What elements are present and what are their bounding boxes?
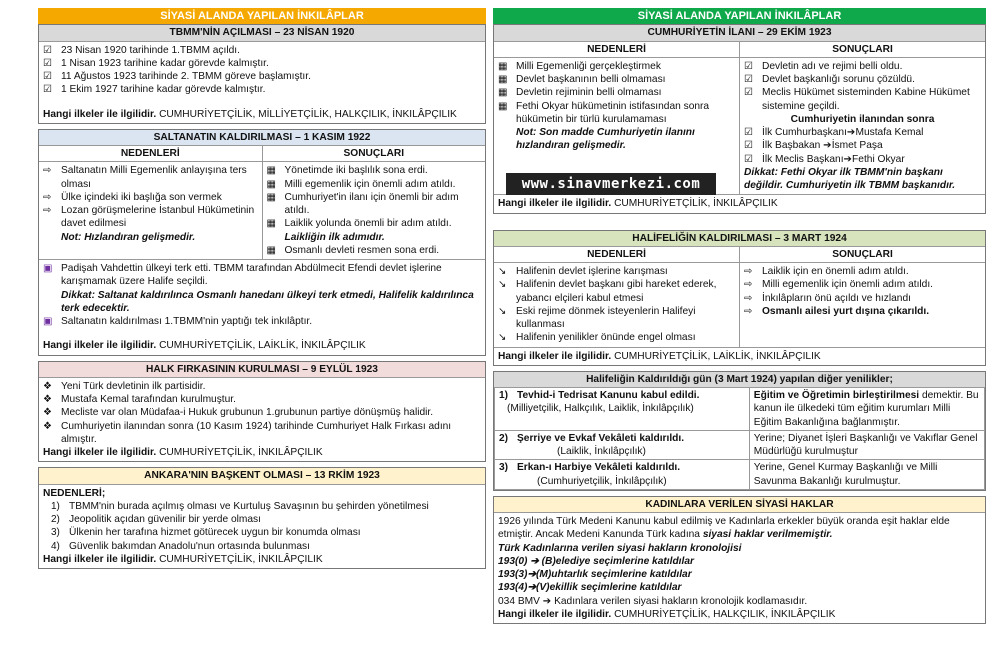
tbmm-section: [38, 24, 486, 124]
halifelik-title: HALİFELİĞİN KALDIRILMASI – 3 MART 1924: [494, 231, 985, 247]
grid-icon: ▦: [266, 191, 276, 203]
list-item: ☑ Devletin adı ve rejimi belli oldu.: [744, 60, 903, 72]
halk-section: [38, 361, 486, 463]
list-item: ↘ Halifenin devlet başkanı gibi hareket ederek, yabancı elçileri kabul etmesi: [498, 279, 717, 304]
list-item: ⇨ Saltanatın Milli Egemenlik anlayışına ters olması: [43, 165, 247, 190]
grid-icon: ▦: [266, 178, 276, 190]
chronology-title: Türk Kadınlarına verilen siyasi hakların kronolojisi: [498, 542, 742, 554]
arrow-icon: ⇨: [43, 191, 52, 203]
diamond-bullet-icon: ❖: [43, 420, 52, 432]
diamond-bullet-icon: ❖: [43, 394, 52, 406]
other-reforms-table: [494, 387, 985, 490]
list-item: ☑ 1 Nisan 1923 tarihine kadar görevde kalmıştır.: [43, 57, 269, 69]
square-bullet-icon: ▣: [43, 263, 53, 275]
checkbox-icon: ☑: [744, 127, 753, 139]
arrow-icon: ⇨: [744, 266, 753, 278]
list-item: 1) TBMM'nin burada açılmış olması ve Kurtuluş Savaşının bu şehirden yönetilmesi: [51, 500, 429, 512]
arrow-icon: ⇨: [43, 205, 52, 217]
list-item: ☑ 23 Nisan 1920 tarihinde 1.TBMM açıldı.: [43, 44, 240, 56]
left-banner: SİYASİ ALANDA YAPILAN İNKILÂPLAR: [38, 8, 486, 24]
checkbox-icon: ☑: [43, 57, 52, 69]
checkbox-icon: ☑: [744, 60, 753, 72]
checkbox-icon: ☑: [43, 71, 52, 83]
causes-header: NEDENLERİ: [494, 247, 739, 263]
saltanat-title: SALTANATIN KALDIRILMASI – 1 KASIM 1922: [39, 130, 485, 146]
list-item: ☑ Devlet başkanlığı sorunu çözüldü.: [744, 74, 915, 86]
checkbox-icon: ☑: [744, 74, 753, 86]
list-item: ❖ Mustafa Kemal tarafından kurulmuştur.: [43, 394, 236, 406]
list-item: ▣ Padişah Vahdettin ülkeyi terk etti. TBMM tarafından Abdülmecit Efendi devlet işlerine karışmamak üzere Halife seçildi. Dikkat: Saltanat kaldırılınca Osmanlı hanedanı ülkeyi terk etmedi, Halifelik kaldırılınca terk edecektir.: [43, 263, 474, 314]
list-item: ⇨ Milli egemenlik için önemli adım atıldı.: [744, 279, 933, 291]
chronology-item: 193(3)➔(M)uhtarlık seçimlerine katıldılar: [498, 569, 692, 581]
list-item: ▦ Yönetimde iki başlılık sona erdi.: [266, 165, 428, 177]
grid-icon: ▦: [498, 87, 508, 99]
arrow-icon: ⇨: [744, 305, 753, 317]
causes-note: Not: Hızlandıran gelişmedir.: [61, 231, 196, 243]
arrow-down-right-icon: ↘: [498, 332, 507, 344]
list-item: ❖ Mecliste var olan Müdafaa-i Hukuk grubunun 1.grubunun partiye dönüşmüş halidir.: [43, 407, 434, 419]
list-item: ▦ Laiklik yolunda önemli bir adım atıldı. Laikliğin ilk adımıdır.: [266, 218, 452, 243]
list-item: ▦ Milli Egemenliği gerçekleştirmek: [498, 60, 661, 72]
list-item: ▦ Devlet başkanının belli olmaması: [498, 74, 666, 86]
grid-icon: ▦: [266, 218, 276, 230]
list-item: ▦ Fethi Okyar hükümetinin istifasından sonra hükümetin bir türlü kurulamaması Not: Son madde Cumhuriyetin ilanını hızlandıran gelişmedir.: [498, 100, 710, 152]
related-principles: Hangi ilkeler ile ilgilidir. CUMHURİYETÇİLİK, HALKÇILIK, İNKILÂPÇILIK: [498, 608, 836, 620]
other-reforms-title: Halifeliğin Kaldırıldığı gün (3 Mart 1924) yapılan diğer yenilikler;: [494, 372, 985, 387]
dikkat-note: Dikkat: Saltanat kaldırılınca Osmanlı hanedanı ülkeyi terk etmedi, Halifelik kaldırılınca terk edecektir.: [61, 289, 474, 314]
list-item: ▦ Cumhuriyet'in ilanı için önemli bir adım atıldı.: [266, 191, 459, 217]
related-principles: Hangi ilkeler ile ilgilidir. CUMHURİYETÇİLİK, İNKILÂPÇILIK: [43, 447, 323, 459]
right-banner: SİYASİ ALANDA YAPILAN İNKILÂPLAR: [493, 8, 986, 24]
diamond-bullet-icon: ❖: [43, 380, 52, 392]
tbmm-title: TBMM'NİN AÇILMASI – 23 NİSAN 1920: [39, 25, 485, 41]
results-header: SONUÇLARI: [740, 42, 985, 58]
diamond-bullet-icon: ❖: [43, 407, 52, 419]
results-header: SONUÇLARI: [263, 146, 486, 162]
checkbox-icon: ☑: [744, 87, 753, 99]
checkbox-icon: ☑: [43, 44, 52, 56]
chronology-item: 193(0) ➔ (B)elediye seçimlerine katıldılar: [498, 555, 694, 567]
related-principles: Hangi ilkeler ile ilgilidir. CUMHURİYETÇİLİK, İNKILÂPÇILIK: [43, 553, 323, 565]
ankara-title: ANKARA'NIN BAŞKENT OLMASI – 13 RKİM 1923: [39, 468, 485, 484]
results-header: SONUÇLARI: [740, 247, 985, 263]
related-principles: Hangi ilkeler ile ilgilidir. CUMHURİYETÇİLİK, İNKILÂPÇILIK: [498, 198, 778, 210]
saltanat-section: [38, 129, 486, 356]
grid-icon: ▦: [498, 100, 508, 112]
halifelik-section: [493, 230, 986, 366]
list-item: ☑ İlk Başbakan ➔İsmet Paşa: [744, 140, 883, 152]
results-note: Laikliğin ilk adımıdır.: [284, 231, 385, 243]
table-row: 1) Tevhid-i Tedrisat Kanunu kabul edildi. (Milliyetçilik, Halkçılık, Laiklik, İnkılâpçılık) Eğitim ve Öğretimin birleştirilmesi demektir. Bu kanun ile ülkedeki tüm eğitim kurumları Milli Eğitim Bakanlığına bağlanmıştır.: [495, 388, 985, 431]
list-item: 3) Ülkenin her tarafına hizmet götürecek uygun bir konumda olması: [51, 527, 361, 539]
arrow-icon: ⇨: [744, 292, 753, 304]
arrow-down-right-icon: ↘: [498, 305, 507, 317]
checkbox-icon: ☑: [744, 140, 753, 152]
other-reforms-section: [493, 371, 986, 491]
grid-icon: ▦: [498, 74, 508, 86]
list-item: ⇨ İnkılâpların önü açıldı ve hızlandı: [744, 292, 911, 304]
watermark: www.sinavmerkezi.com: [506, 173, 716, 195]
checkbox-icon: ☑: [43, 84, 52, 96]
list-item: ▦ Milli egemenlik için önemli adım atıldı.: [266, 178, 456, 190]
arrow-icon: ⇨: [43, 165, 52, 177]
list-item: ▣ Saltanatın kaldırılması 1.TBMM'nin yaptığı tek inkılâptır.: [43, 316, 313, 328]
list-item: ⇨ Osmanlı ailesi yurt dışına çıkarıldı.: [744, 305, 930, 317]
table-row: 2) Şerriye ve Evkaf Vekâleti kaldırıldı. (Laiklik, İnkılâpçılık) Yerine; Diyanet İşleri Başkanlığı ve Vakıflar Genel Müdürlüğü kurulmuştur: [495, 430, 985, 460]
mnemonic-code: 034 BMV ➔ Kadınlara verilen siyasi hakların kronolojik kodlamasıdır.: [498, 595, 808, 607]
list-item: ▦ Osmanlı devleti resmen sona erdi.: [266, 244, 440, 256]
halk-title: HALK FIRKASININ KURULMASI – 9 EYLÜL 1923: [39, 362, 485, 378]
grid-icon: ▦: [498, 60, 508, 72]
list-item: ↘ Eski rejime dönmek isteyenlerin Halifeyi kullanması: [498, 305, 696, 331]
list-item: ⇨ Ülke içindeki iki başlığa son vermek: [43, 191, 222, 203]
list-item: ⇨ Laiklik için en önemli adım atıldı.: [744, 266, 909, 278]
list-item: ❖ Yeni Türk devletinin ilk partisidir.: [43, 380, 206, 392]
kadin-title: KADINLARA VERİLEN SİYASİ HAKLAR: [494, 497, 985, 513]
arrow-down-right-icon: ↘: [498, 266, 507, 278]
related-principles: Hangi ilkeler ile ilgilidir. CUMHURİYETÇİLİK, MİLLİYETÇİLİK, HALKÇILIK, İNKILÂPÇILIK: [43, 108, 457, 120]
dikkat-note: Dikkat: Fethi Okyar ilk TBMM'nin başkanı değildir. Cumhuriyetin ilk TBMM başkanıdır.: [744, 166, 956, 192]
list-item: ☑ 1 Ekim 1927 tarihine kadar görevde kalmıştır.: [43, 84, 266, 96]
related-principles: Hangi ilkeler ile ilgilidir. CUMHURİYETÇİLİK, LAİKLİK, İNKILÂPÇILIK: [43, 340, 366, 352]
causes-header: NEDENLERİ;: [43, 487, 106, 499]
related-principles: Hangi ilkeler ile ilgilidir. CUMHURİYETÇİLİK, LAİKLİK, İNKILÂPÇILIK: [498, 350, 821, 362]
list-item: ☑ İlk Cumhurbaşkanı➔Mustafa Kemal: [744, 127, 924, 139]
list-item: ❖ Cumhuriyetin ilanından sonra (10 Kasım 1924) tarihinde Cumhuriyet Halk Fırkası adını almıştır.: [43, 420, 452, 445]
arrow-icon: ⇨: [744, 279, 753, 291]
arrow-down-right-icon: ↘: [498, 279, 507, 291]
grid-icon: ▦: [266, 244, 276, 256]
list-item: ↘ Halifenin devlet işlerine karışması: [498, 266, 668, 278]
causes-header: NEDENLERİ: [494, 42, 739, 58]
list-item: ☑ 11 Ağustos 1923 tarihinde 2. TBMM göreve başlamıştır.: [43, 71, 311, 83]
causes-note: Not: Son madde Cumhuriyetin ilanını hızlandıran gelişmedir.: [516, 127, 695, 152]
grid-icon: ▦: [266, 165, 276, 177]
list-item: 4) Güvenlik bakımdan Anadolu'nun ortasında bulunması: [51, 540, 310, 552]
kadin-intro: 1926 yılında Türk Medeni Kanunu kabul edilmiş ve Kadınlarla erkekler büyük oranda eşit haklar elde etmiştir. Ancak Medeni Kanunda Türk kadına siyasi haklar verilmemiştir.: [498, 516, 950, 541]
table-row: 3) Erkan-ı Harbiye Vekâleti kaldırıldı. (Cumhuriyetçilik, İnkılâpçılık) Yerine, Genel Kurmay Başkanlığı ve Milli Savunma Bakanlığı kurulmuştur.: [495, 460, 985, 490]
list-item: ↘ Halifenin yenilikler önünde engel olması: [498, 332, 696, 344]
list-item: ⇨ Lozan görüşmelerine İstanbul Hükümetinin davet edilmesi Not: Hızlandıran gelişmedir.: [43, 205, 255, 243]
list-item: ▦ Devletin rejiminin belli olmaması: [498, 87, 662, 99]
kadin-section: [493, 496, 986, 624]
causes-header: NEDENLERİ: [39, 146, 262, 162]
cumhuriyet-title: CUMHURİYETİN İLANI – 29 EKİM 1923: [494, 25, 985, 41]
right-column: [493, 8, 986, 624]
chronology-item: 193(4)➔(V)ekillik seçimlerine katıldılar: [498, 582, 682, 594]
ankara-section: [38, 467, 486, 569]
square-bullet-icon: ▣: [43, 316, 53, 328]
list-item: 2) Jeopolitik açıdan güvenilir bir yerde olması: [51, 514, 261, 526]
results-subheading: Cumhuriyetin ilanından sonra: [790, 113, 935, 125]
left-column: [38, 8, 486, 569]
list-item: ☑ Meclis Hükümet sisteminden Kabine Hükümet sistemine geçildi.: [744, 87, 970, 112]
list-item: ☑ İlk Meclis Başkanı➔Fethi Okyar: [744, 153, 905, 165]
checkbox-icon: ☑: [744, 153, 753, 165]
